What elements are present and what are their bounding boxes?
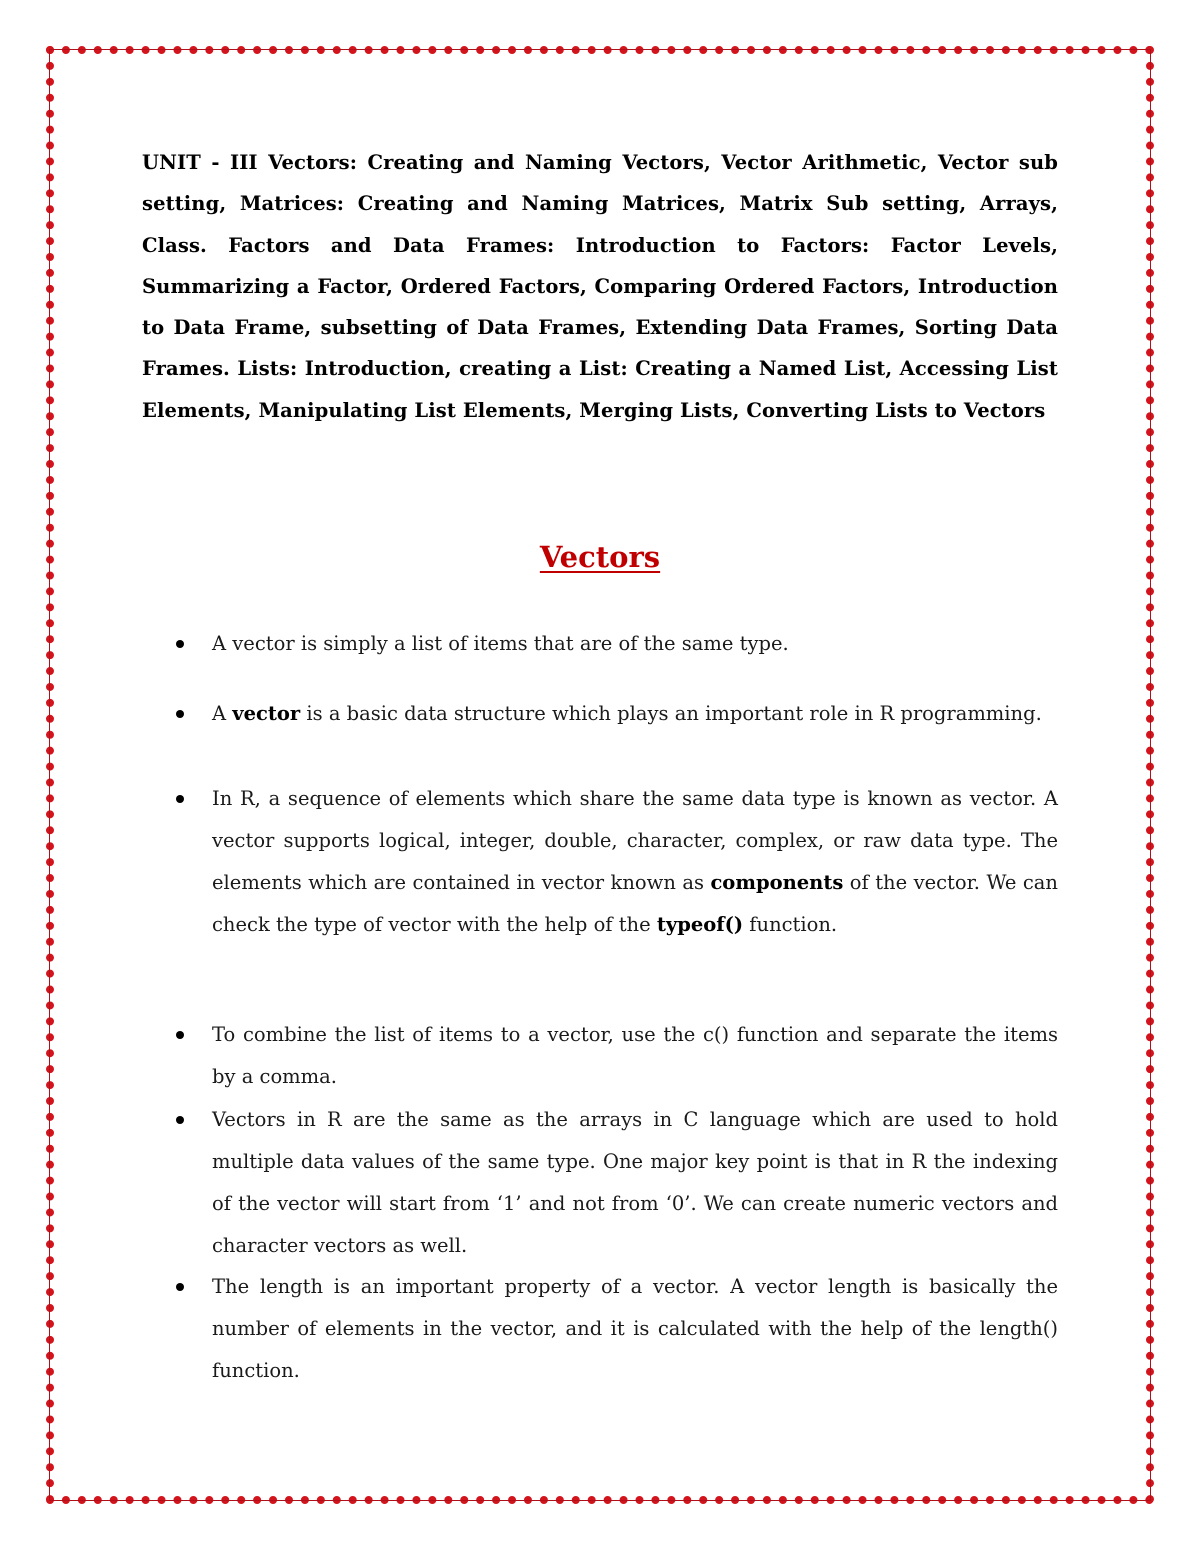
- bullet-text: A vector is a basic data structure which plays an important role in R programming.: [212, 702, 1042, 725]
- bullet-icon: [176, 640, 184, 648]
- list-item: [142, 1099, 1058, 1267]
- bullet-text: To combine the list of items to a vector, use the c() function and separate the items by a comma.: [212, 1023, 1058, 1088]
- bold-term: vector: [232, 702, 301, 725]
- bullet-icon: [176, 1031, 184, 1039]
- list-item: [142, 1266, 1058, 1392]
- list-item: [142, 1014, 1058, 1098]
- bullet-text: Vectors in R are the same as the arrays in C language which are used to hold multiple data values of the same type. One major key point is that in R the indexing of the vector will start from ‘1’ and not from ‘0’. We can create numeric vectors and character vectors as well.: [212, 1108, 1058, 1257]
- bullet-icon: [176, 710, 184, 718]
- list-item: [142, 693, 1058, 735]
- bullet-text: In R, a sequence of elements which share the same data type is known as vector. A vector supports logical, integer, double, character, complex, or raw data type. The elements which are contained in vector known as components of the vector. We can check the type of vector with the help of the typeof() function.: [212, 787, 1058, 936]
- bullet-icon: [176, 1116, 184, 1124]
- list-item: [142, 778, 1058, 946]
- unit-syllabus-paragraph: UNIT - III Vectors: Creating and Naming Vectors, Vector Arithmetic, Vector sub setting, Matrices: Creating and Naming Matrices, Matrix Sub setting, Arrays, Class. Factors and Data Frames: Introduction to Factors: Factor Levels, Summarizing a Factor, Ordered Factors, Comparing Ordered Factors, Introduction to Data Frame, subsetting of Data Frames, Extending Data Frames, Sorting Data Frames. Lists: Introduction, creating a List: Creating a Named List, Accessing List Elements, Manipulating List Elements, Merging Lists, Converting Lists to Vectors: [142, 151, 1058, 422]
- bullet-text: A vector is simply a list of items that are of the same type.: [212, 632, 789, 655]
- bullet-text: The length is an important property of a vector. A vector length is basically the number of elements in the vector, and it is calculated with the help of the length() function.: [212, 1275, 1058, 1382]
- bullet-icon: [176, 795, 184, 803]
- list-item: [142, 623, 1058, 665]
- bullet-icon: [176, 1283, 184, 1291]
- section-heading-vectors: Vectors: [539, 540, 661, 574]
- bold-term: components: [710, 871, 844, 894]
- bold-term: typeof(): [656, 913, 744, 936]
